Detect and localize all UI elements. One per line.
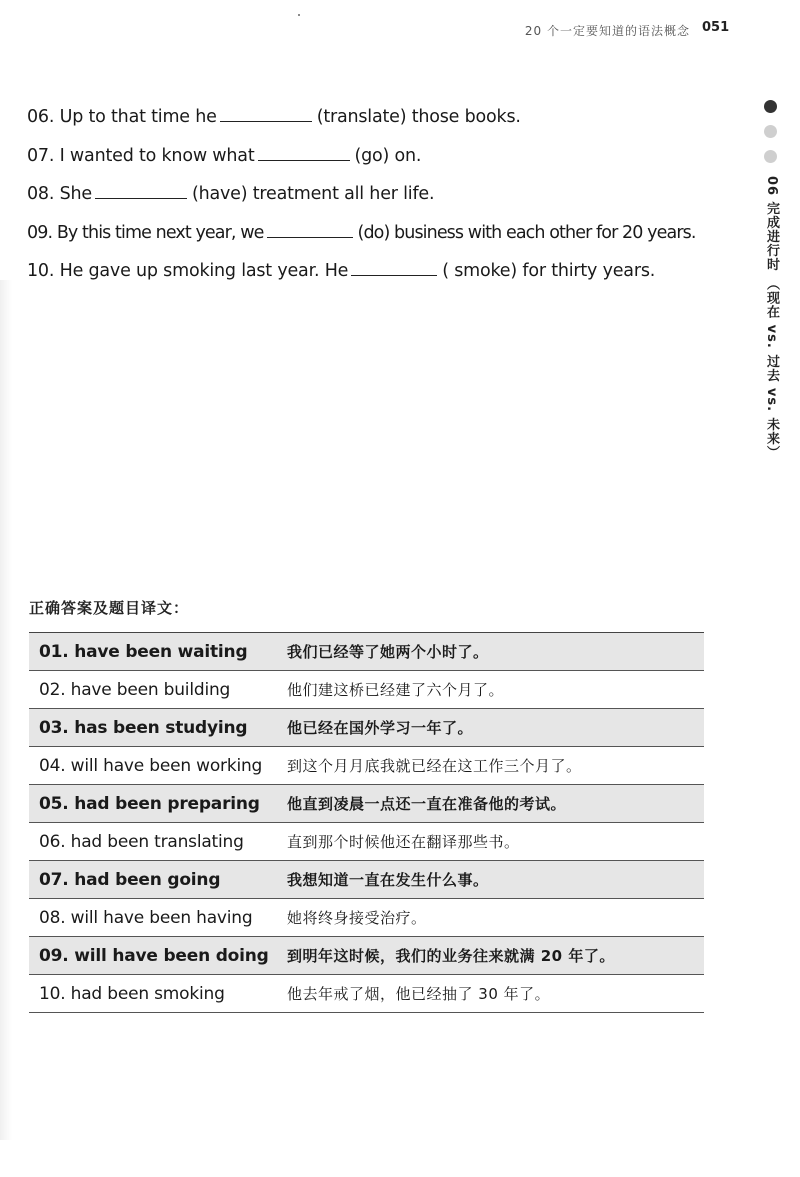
answer-blank xyxy=(258,144,350,161)
table-row xyxy=(29,937,704,975)
exercise-text-after: (do) business with each other for 20 years. xyxy=(357,222,696,243)
exercise-number: 06. xyxy=(27,107,55,127)
chapter-side-tab: 06 完成进行时 （现在 vs. 过去 vs. 未来） xyxy=(764,176,779,460)
chapter-dot xyxy=(764,125,777,138)
answer-blank xyxy=(267,221,353,238)
translation-cell: 他去年戒了烟，他已经抽了 30 年了。 xyxy=(287,985,551,1003)
page-number: 051 xyxy=(702,20,730,35)
exercise-text-after: (go) on. xyxy=(354,145,422,166)
exercise-text-after: (have) treatment all her life. xyxy=(191,184,435,204)
table-row xyxy=(29,747,704,785)
answer-blank xyxy=(351,259,437,276)
print-dot xyxy=(298,14,300,16)
answer-cell: 10. had been smoking xyxy=(39,983,225,1004)
exercise-item xyxy=(27,137,727,176)
table-row xyxy=(29,899,704,937)
translation-cell: 直到那个时候他还在翻译那些书。 xyxy=(287,833,520,851)
answer-cell: 02. have been building xyxy=(39,679,231,700)
answers-table xyxy=(29,632,704,1013)
exercise-text-before: I wanted to know what xyxy=(59,145,255,166)
exercise-item xyxy=(27,175,727,214)
exercise-item xyxy=(27,252,727,291)
exercise-item xyxy=(27,214,727,253)
answer-cell: 05. had been preparing xyxy=(39,793,260,814)
table-row xyxy=(29,823,704,861)
answer-cell: 07. had been going xyxy=(39,869,221,890)
table-row xyxy=(29,785,704,823)
page-gutter-shadow xyxy=(0,280,12,1140)
table-row xyxy=(29,975,704,1013)
exercise-number: 07. xyxy=(27,145,55,166)
answer-cell: 08. will have been having xyxy=(39,907,253,928)
translation-cell: 她将终身接受治疗。 xyxy=(287,909,427,927)
translation-cell: 他已经在国外学习一年了。 xyxy=(287,719,474,737)
exercise-text-before: He gave up smoking last year. He xyxy=(59,261,349,281)
answers-heading: 正确答案及题目译文： xyxy=(29,599,190,617)
answer-cell: 06. had been translating xyxy=(39,831,244,852)
chapter-dot xyxy=(764,150,777,163)
exercise-text-before: Up to that time he xyxy=(59,107,217,127)
exercise-number: 09. xyxy=(27,222,53,243)
translation-cell: 他们建这桥已经建了六个月了。 xyxy=(287,681,505,699)
translation-cell: 到明年这时候，我们的业务往来就满 20 年了。 xyxy=(287,947,615,965)
chapter-dot-active xyxy=(764,100,777,113)
table-row xyxy=(29,633,704,671)
exercise-text-after: (translate) those books. xyxy=(316,107,521,127)
answer-cell: 01. have been waiting xyxy=(39,641,248,662)
table-row xyxy=(29,861,704,899)
chapter-progress-dots xyxy=(764,100,777,175)
translation-cell: 我想知道一直在发生什么事。 xyxy=(287,871,489,889)
translation-cell: 他直到凌晨一点还一直在准备他的考试。 xyxy=(287,795,567,813)
answer-cell: 04. will have been working xyxy=(39,755,263,776)
running-title: 20 个一定要知道的语法概念 xyxy=(524,24,690,38)
answer-cell: 03. has been studying xyxy=(39,717,248,738)
exercise-list xyxy=(27,98,727,291)
exercise-text-after: ( smoke) for thirty years. xyxy=(442,261,656,281)
table-row xyxy=(29,671,704,709)
answer-cell: 09. will have been doing xyxy=(39,945,269,966)
translation-cell: 我们已经等了她两个小时了。 xyxy=(287,643,489,661)
translation-cell: 到这个月月底我就已经在这工作三个月了。 xyxy=(287,757,582,775)
exercise-item xyxy=(27,98,727,137)
exercise-number: 10. xyxy=(27,261,55,281)
exercise-text-before: By this time next year, we xyxy=(56,222,264,243)
answer-blank xyxy=(95,182,187,199)
exercise-text-before: She xyxy=(59,184,92,204)
exercise-number: 08. xyxy=(27,184,55,204)
answer-blank xyxy=(220,105,312,122)
table-row xyxy=(29,709,704,747)
